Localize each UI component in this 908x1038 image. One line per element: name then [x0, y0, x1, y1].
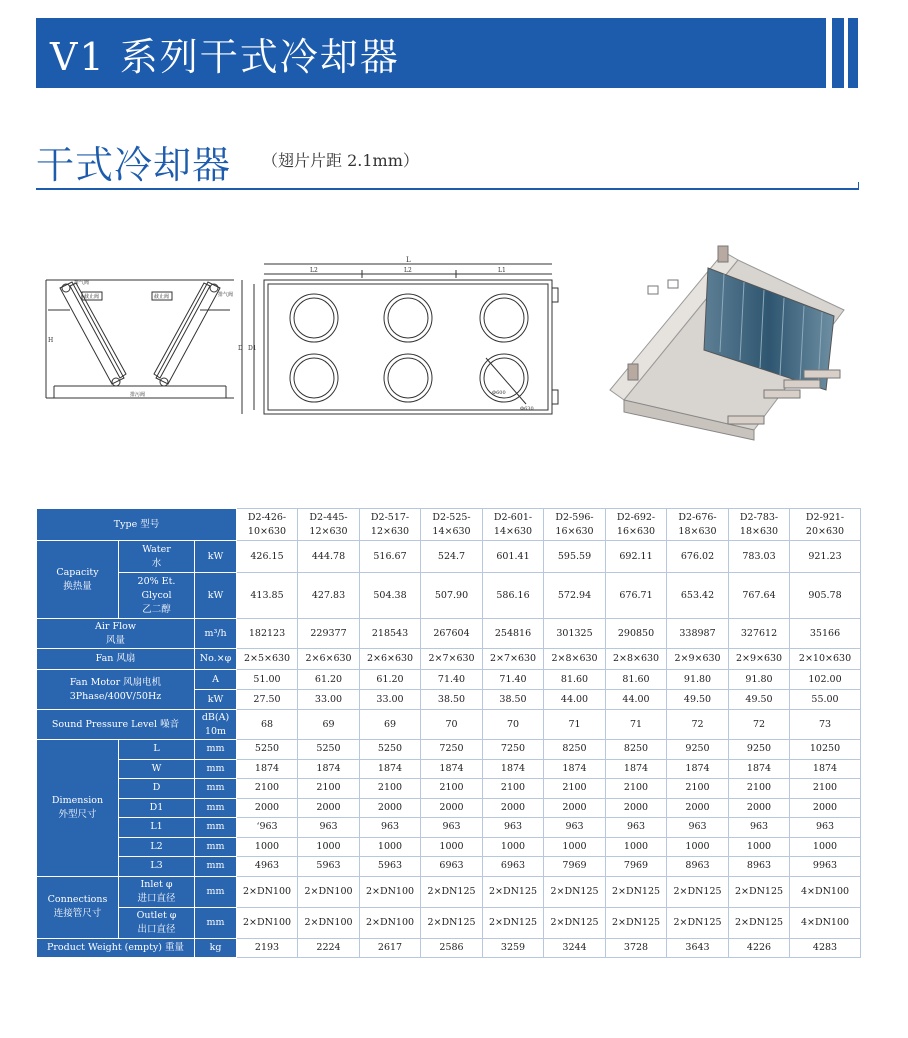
unit-cell: mm [195, 907, 237, 938]
value-cell: 2000 [298, 798, 360, 818]
value-cell: 1000 [237, 837, 298, 857]
value-cell: 9250 [667, 740, 729, 760]
unit-cell: mm [195, 798, 237, 818]
table-row [37, 818, 861, 838]
value-cell: 70 [421, 710, 483, 740]
value-cell: 38.50 [421, 690, 483, 710]
row-label: Fan 风扇 [37, 649, 195, 670]
value-cell: 3728 [606, 938, 667, 957]
value-cell: 2×DN100 [360, 907, 421, 938]
table-row [37, 759, 861, 779]
row-label: Fan Motor 风扇电机 3Phase/400V/50Hz [37, 670, 195, 710]
row-label: D1 [119, 798, 195, 818]
value-cell: 692.11 [606, 541, 667, 573]
unit-cell: A [195, 670, 237, 690]
value-cell: 4×DN100 [790, 907, 861, 938]
value-cell: 27.50 [237, 690, 298, 710]
value-cell: 1000 [606, 837, 667, 857]
value-cell: 2×5×630 [237, 649, 298, 670]
value-cell: 69 [298, 710, 360, 740]
value-cell: 2×7×630 [483, 649, 544, 670]
value-cell: ‘963 [237, 818, 298, 838]
value-cell: 1000 [667, 837, 729, 857]
value-cell: 290850 [606, 619, 667, 649]
row-label: Inlet φ 进口直径 [119, 876, 195, 907]
table-row [37, 779, 861, 799]
value-cell: 1000 [544, 837, 606, 857]
value-cell: 33.00 [298, 690, 360, 710]
drawing-label: D1 [248, 345, 257, 352]
drawing-label: 排气阀 [218, 292, 234, 298]
drawing-label: L1 [498, 267, 506, 274]
value-cell: 2×7×630 [421, 649, 483, 670]
value-cell: 5963 [298, 857, 360, 877]
value-cell: 218543 [360, 619, 421, 649]
row-label: Sound Pressure Level 噪音 [37, 710, 195, 740]
value-cell: 1000 [483, 837, 544, 857]
spec-table [36, 508, 861, 958]
value-cell: 601.41 [483, 541, 544, 573]
value-cell: 2000 [237, 798, 298, 818]
value-cell: 10250 [790, 740, 861, 760]
value-cell: 2×DN125 [667, 907, 729, 938]
value-cell: 413.85 [237, 573, 298, 619]
value-cell: 3259 [483, 938, 544, 957]
value-cell: 2×6×630 [360, 649, 421, 670]
value-cell: 102.00 [790, 670, 861, 690]
value-cell: 8963 [667, 857, 729, 877]
value-cell: 2×DN125 [483, 907, 544, 938]
value-cell: 2×8×630 [544, 649, 606, 670]
value-cell: 2100 [483, 779, 544, 799]
model-header: D2-426- 10×630 [237, 509, 298, 541]
value-cell: 229377 [298, 619, 360, 649]
value-cell: 91.80 [667, 670, 729, 690]
value-cell: 44.00 [544, 690, 606, 710]
table-row [37, 798, 861, 818]
value-cell: 2100 [360, 779, 421, 799]
row-label: Water 水 [119, 541, 195, 573]
value-cell: 2100 [790, 779, 861, 799]
value-cell: 963 [667, 818, 729, 838]
divider-end-mark [855, 182, 859, 190]
value-cell: 5250 [298, 740, 360, 760]
value-cell: 327612 [729, 619, 790, 649]
value-cell: 4963 [237, 857, 298, 877]
value-cell: 2000 [483, 798, 544, 818]
value-cell: 2100 [667, 779, 729, 799]
value-cell: 2×DN125 [729, 907, 790, 938]
value-cell: 6963 [421, 857, 483, 877]
value-cell: 61.20 [298, 670, 360, 690]
value-cell: 2100 [237, 779, 298, 799]
value-cell: 338987 [667, 619, 729, 649]
model-header: D2-601- 14×630 [483, 509, 544, 541]
value-cell: 71 [606, 710, 667, 740]
row-label: L3 [119, 857, 195, 877]
value-cell: 1000 [790, 837, 861, 857]
value-cell: 2224 [298, 938, 360, 957]
banner-stripe [832, 18, 844, 88]
row-label: D [119, 779, 195, 799]
value-cell: 783.03 [729, 541, 790, 573]
value-cell: 71.40 [421, 670, 483, 690]
table-row [37, 509, 861, 541]
value-cell: 2×DN100 [298, 876, 360, 907]
value-cell: 653.42 [667, 573, 729, 619]
drawing-label: L2 [310, 267, 318, 274]
section-title: 干式冷却器 [36, 143, 232, 187]
model-header: D2-783- 18×630 [729, 509, 790, 541]
drawing-label: H [48, 337, 54, 344]
value-cell: 9963 [790, 857, 861, 877]
value-cell: 5250 [360, 740, 421, 760]
section-divider [36, 188, 858, 190]
drawing-label: D [238, 345, 243, 352]
value-cell: 51.00 [237, 670, 298, 690]
value-cell: 267604 [421, 619, 483, 649]
unit-cell: kg [195, 938, 237, 957]
side-view-drawing [40, 270, 240, 410]
unit-cell: mm [195, 740, 237, 760]
value-cell: 182123 [237, 619, 298, 649]
value-cell: 2×DN125 [544, 907, 606, 938]
value-cell: 8963 [729, 857, 790, 877]
value-cell: 2×DN100 [298, 907, 360, 938]
value-cell: 4226 [729, 938, 790, 957]
value-cell: 2100 [729, 779, 790, 799]
type-header: Type 型号 [37, 509, 237, 541]
drawing-label: 截止阀 [84, 294, 100, 300]
table-row [37, 837, 861, 857]
value-cell: 2000 [606, 798, 667, 818]
value-cell: 2100 [606, 779, 667, 799]
value-cell: 1874 [360, 759, 421, 779]
value-cell: 963 [298, 818, 360, 838]
value-cell: 254816 [483, 619, 544, 649]
value-cell: 81.60 [544, 670, 606, 690]
unit-cell: mm [195, 857, 237, 877]
value-cell: 516.67 [360, 541, 421, 573]
value-cell: 963 [606, 818, 667, 838]
value-cell: 5963 [360, 857, 421, 877]
value-cell: 2000 [729, 798, 790, 818]
value-cell: 301325 [544, 619, 606, 649]
value-cell: 1874 [606, 759, 667, 779]
value-cell: 49.50 [667, 690, 729, 710]
value-cell: 963 [544, 818, 606, 838]
unit-cell: No.×φ [195, 649, 237, 670]
value-cell: 1874 [729, 759, 790, 779]
table-row [37, 573, 861, 619]
row-label: Outlet φ 出口直径 [119, 907, 195, 938]
value-cell: 1000 [729, 837, 790, 857]
drawing-label: 排污阀 [130, 392, 146, 398]
value-cell: 44.00 [606, 690, 667, 710]
value-cell: 69 [360, 710, 421, 740]
value-cell: 91.80 [729, 670, 790, 690]
value-cell: 507.90 [421, 573, 483, 619]
unit-cell: mm [195, 759, 237, 779]
value-cell: 1000 [360, 837, 421, 857]
value-cell: 426.15 [237, 541, 298, 573]
unit-cell: mm [195, 876, 237, 907]
value-cell: 2000 [667, 798, 729, 818]
value-cell: 2×DN125 [483, 876, 544, 907]
value-cell: 72 [729, 710, 790, 740]
value-cell: 572.94 [544, 573, 606, 619]
value-cell: 2586 [421, 938, 483, 957]
top-view-drawing [236, 254, 566, 426]
unit-cell: kW [195, 690, 237, 710]
drawing-label: L2 [404, 267, 412, 274]
value-cell: 35166 [790, 619, 861, 649]
table-row [37, 938, 861, 957]
value-cell: 1000 [421, 837, 483, 857]
value-cell: 586.16 [483, 573, 544, 619]
value-cell: 2100 [544, 779, 606, 799]
value-cell: 2×DN125 [667, 876, 729, 907]
row-group-label: Capacity 换热量 [37, 541, 119, 619]
value-cell: 3244 [544, 938, 606, 957]
value-cell: 1000 [298, 837, 360, 857]
value-cell: 3643 [667, 938, 729, 957]
table-row [37, 710, 861, 740]
table-row [37, 670, 861, 690]
value-cell: 2×10×630 [790, 649, 861, 670]
value-cell: 71.40 [483, 670, 544, 690]
value-cell: 595.59 [544, 541, 606, 573]
unit-cell: kW [195, 541, 237, 573]
value-cell: 2×DN100 [360, 876, 421, 907]
table-row [37, 907, 861, 938]
value-cell: 55.00 [790, 690, 861, 710]
value-cell: 2×8×630 [606, 649, 667, 670]
table-row [37, 649, 861, 670]
value-cell: 61.20 [360, 670, 421, 690]
unit-cell: kW [195, 573, 237, 619]
value-cell: 963 [483, 818, 544, 838]
value-cell: 71 [544, 710, 606, 740]
value-cell: 427.83 [298, 573, 360, 619]
value-cell: 2193 [237, 938, 298, 957]
value-cell: 963 [360, 818, 421, 838]
unit-cell: mm [195, 779, 237, 799]
value-cell: 6963 [483, 857, 544, 877]
value-cell: 2×DN100 [237, 907, 298, 938]
value-cell: 2×DN125 [421, 907, 483, 938]
value-cell: 963 [790, 818, 861, 838]
value-cell: 2×9×630 [729, 649, 790, 670]
value-cell: 444.78 [298, 541, 360, 573]
value-cell: 7969 [606, 857, 667, 877]
value-cell: 2000 [790, 798, 861, 818]
value-cell: 2×9×630 [667, 649, 729, 670]
value-cell: 2×DN125 [729, 876, 790, 907]
value-cell: 8250 [544, 740, 606, 760]
table-row [37, 876, 861, 907]
value-cell: 68 [237, 710, 298, 740]
value-cell: 2×DN100 [237, 876, 298, 907]
row-group-label: Dimension 外型尺寸 [37, 740, 119, 877]
model-header: D2-525- 14×630 [421, 509, 483, 541]
value-cell: 767.64 [729, 573, 790, 619]
banner-title: V1 系列干式冷却器 [50, 35, 400, 79]
value-cell: 49.50 [729, 690, 790, 710]
banner-stripe [848, 18, 858, 88]
value-cell: 2000 [421, 798, 483, 818]
value-cell: 70 [483, 710, 544, 740]
value-cell: 2×6×630 [298, 649, 360, 670]
value-cell: 4×DN100 [790, 876, 861, 907]
unit-cell: mm [195, 818, 237, 838]
value-cell: 1874 [483, 759, 544, 779]
value-cell: 921.23 [790, 541, 861, 573]
value-cell: 7969 [544, 857, 606, 877]
value-cell: 2000 [360, 798, 421, 818]
value-cell: 905.78 [790, 573, 861, 619]
row-label: 20% Et. Glycol 乙二醇 [119, 573, 195, 619]
unit-cell: mm [195, 837, 237, 857]
value-cell: 2×DN125 [544, 876, 606, 907]
value-cell: 676.02 [667, 541, 729, 573]
value-cell: 1874 [421, 759, 483, 779]
value-cell: 963 [729, 818, 790, 838]
value-cell: 2000 [544, 798, 606, 818]
value-cell: 33.00 [360, 690, 421, 710]
row-label: W [119, 759, 195, 779]
value-cell: 1874 [544, 759, 606, 779]
value-cell: 73 [790, 710, 861, 740]
product-image [604, 240, 854, 445]
value-cell: 7250 [483, 740, 544, 760]
model-header: D2-692- 16×630 [606, 509, 667, 541]
value-cell: 2×DN125 [606, 876, 667, 907]
row-label: Product Weight (empty) 重量 [37, 938, 195, 957]
row-label: Air Flow 风量 [37, 619, 195, 649]
table-row [37, 541, 861, 573]
value-cell: 5250 [237, 740, 298, 760]
value-cell: 1874 [667, 759, 729, 779]
value-cell: 7250 [421, 740, 483, 760]
value-cell: 81.60 [606, 670, 667, 690]
model-header: D2-921- 20×630 [790, 509, 861, 541]
value-cell: 1874 [790, 759, 861, 779]
row-group-label: Connections 连接管尺寸 [37, 876, 119, 938]
drawing-label: 排气阀 [74, 280, 90, 286]
value-cell: 676.71 [606, 573, 667, 619]
unit-cell: m³/h [195, 619, 237, 649]
drawing-label: L [406, 256, 411, 264]
value-cell: 504.38 [360, 573, 421, 619]
value-cell: 2617 [360, 938, 421, 957]
drawing-label: Φ630 [520, 406, 534, 412]
table-row [37, 619, 861, 649]
model-header: D2-517- 12×630 [360, 509, 421, 541]
value-cell: 1874 [298, 759, 360, 779]
table-row [37, 740, 861, 760]
value-cell: 2100 [421, 779, 483, 799]
value-cell: 8250 [606, 740, 667, 760]
value-cell: 524.7 [421, 541, 483, 573]
value-cell: 4283 [790, 938, 861, 957]
row-label: L [119, 740, 195, 760]
model-header: D2-445- 12×630 [298, 509, 360, 541]
value-cell: 2×DN125 [606, 907, 667, 938]
value-cell: 963 [421, 818, 483, 838]
row-label: L1 [119, 818, 195, 838]
unit-cell: dB(A) 10m [195, 710, 237, 740]
value-cell: 38.50 [483, 690, 544, 710]
value-cell: 9250 [729, 740, 790, 760]
drawing-label: 截止阀 [154, 294, 170, 300]
model-header: D2-596- 16×630 [544, 509, 606, 541]
drawing-label: Φ600 [492, 390, 506, 396]
model-header: D2-676- 18×630 [667, 509, 729, 541]
table-row [37, 857, 861, 877]
section-subtitle: （翅片片距 2.1mm） [262, 151, 419, 170]
value-cell: 72 [667, 710, 729, 740]
value-cell: 2×DN125 [421, 876, 483, 907]
value-cell: 1874 [237, 759, 298, 779]
value-cell: 2100 [298, 779, 360, 799]
row-label: L2 [119, 837, 195, 857]
